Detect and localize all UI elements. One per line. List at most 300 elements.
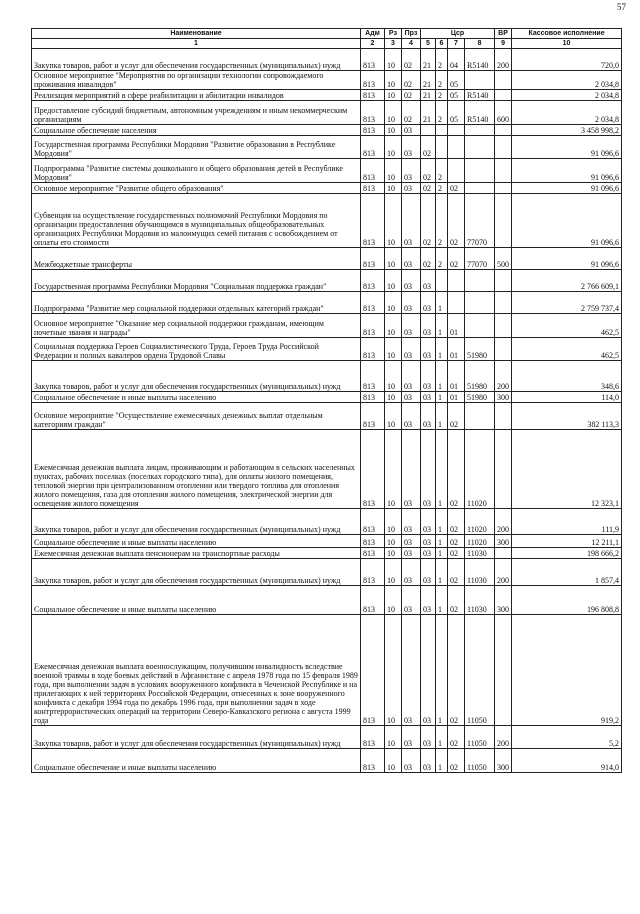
row-csr-direction <box>465 125 495 136</box>
row-prz: 03 <box>402 270 421 292</box>
row-amount: 12 323,1 <box>512 430 622 509</box>
row-rz: 10 <box>385 392 402 403</box>
row-csr-direction: 11030 <box>465 548 495 559</box>
row-vr: 500 <box>495 248 512 270</box>
row-adm: 813 <box>361 338 385 361</box>
row-name: Предоставление субсидий бюджетным, автономным учреждениям и иным некоммерческим организациям <box>32 101 361 125</box>
row-vr: 200 <box>495 559 512 586</box>
row-vr: 200 <box>495 509 512 535</box>
row-csr-subprogram: 2 <box>436 194 448 248</box>
row-adm: 813 <box>361 535 385 548</box>
row-amount: 91 096,6 <box>512 159 622 183</box>
row-csr-subprogram: 1 <box>436 509 448 535</box>
column-number: 8 <box>465 39 495 49</box>
row-csr-event: 01 <box>448 338 465 361</box>
row-csr-direction: 51980 <box>465 392 495 403</box>
row-name: Закупка товаров, работ и услуг для обеспечения государственных (муниципальных) нужд <box>32 509 361 535</box>
row-csr-direction: 77070 <box>465 194 495 248</box>
row-name: Подпрограмма "Развитие системы дошкольного и общего образования детей в Республике Мордовия" <box>32 159 361 183</box>
row-csr-subprogram: 1 <box>436 361 448 392</box>
row-vr: 200 <box>495 726 512 749</box>
row-name: Социальное обеспечение населения <box>32 125 361 136</box>
row-adm: 813 <box>361 101 385 125</box>
row-rz: 10 <box>385 749 402 773</box>
row-name: Социальное обеспечение и иные выплаты населению <box>32 749 361 773</box>
row-amount: 1 857,4 <box>512 559 622 586</box>
row-csr-direction: 11020 <box>465 430 495 509</box>
table-row <box>32 361 622 392</box>
row-prz: 03 <box>402 615 421 726</box>
row-amount: 3 458 998,2 <box>512 125 622 136</box>
row-vr <box>495 194 512 248</box>
table-row <box>32 183 622 194</box>
row-csr-program: 21 <box>421 90 436 101</box>
header-csr: Цср <box>421 29 495 39</box>
row-name: Государственная программа Республики Мордовия "Развитие образования в Республике Мордовия" <box>32 136 361 159</box>
row-csr-direction: 11020 <box>465 535 495 548</box>
row-prz: 03 <box>402 726 421 749</box>
row-csr-program: 02 <box>421 136 436 159</box>
column-number: 5 <box>421 39 436 49</box>
row-name: Основное мероприятие "Развитие общего образования" <box>32 183 361 194</box>
table-row <box>32 430 622 509</box>
row-csr-subprogram: 1 <box>436 535 448 548</box>
row-adm: 813 <box>361 90 385 101</box>
table-row <box>32 535 622 548</box>
table-row <box>32 49 622 71</box>
header-row <box>32 29 622 39</box>
table-row <box>32 392 622 403</box>
row-csr-event: 02 <box>448 509 465 535</box>
row-csr-direction: 11050 <box>465 615 495 726</box>
row-csr-program: 21 <box>421 101 436 125</box>
header-name: Наименование <box>32 29 361 39</box>
column-number: 3 <box>385 39 402 49</box>
row-csr-direction <box>465 292 495 314</box>
header-rz: Рз <box>385 29 402 39</box>
row-csr-program: 03 <box>421 749 436 773</box>
row-prz: 02 <box>402 90 421 101</box>
row-csr-event: 04 <box>448 49 465 71</box>
row-csr-program: 03 <box>421 559 436 586</box>
row-name: Закупка товаров, работ и услуг для обеспечения государственных (муниципальных) нужд <box>32 726 361 749</box>
row-csr-subprogram: 2 <box>436 159 448 183</box>
row-csr-direction: 11050 <box>465 726 495 749</box>
row-prz: 03 <box>402 136 421 159</box>
column-number: 6 <box>436 39 448 49</box>
row-amount: 382 113,3 <box>512 403 622 430</box>
row-csr-direction: 11050 <box>465 749 495 773</box>
table-row <box>32 314 622 338</box>
row-adm: 813 <box>361 292 385 314</box>
row-csr-direction <box>465 314 495 338</box>
table-row <box>32 90 622 101</box>
row-vr: 300 <box>495 392 512 403</box>
row-csr-direction: 11030 <box>465 586 495 615</box>
row-rz: 10 <box>385 548 402 559</box>
row-csr-subprogram: 1 <box>436 749 448 773</box>
table-row <box>32 559 622 586</box>
column-number: 7 <box>448 39 465 49</box>
row-name: Межбюджетные трансферты <box>32 248 361 270</box>
row-name: Закупка товаров, работ и услуг для обеспечения государственных (муниципальных) нужд <box>32 49 361 71</box>
row-adm: 813 <box>361 194 385 248</box>
row-rz: 10 <box>385 314 402 338</box>
row-csr-event: 02 <box>448 548 465 559</box>
row-csr-program: 03 <box>421 270 436 292</box>
row-prz: 03 <box>402 586 421 615</box>
row-name: Основное мероприятие "Мероприятия по организации технологии сопровождаемого проживания инвалидов" <box>32 71 361 90</box>
row-csr-subprogram: 2 <box>436 90 448 101</box>
row-csr-program: 03 <box>421 615 436 726</box>
row-name: Ежемесячная денежная выплата пенсионерам на транспортные расходы <box>32 548 361 559</box>
row-vr <box>495 270 512 292</box>
row-adm: 813 <box>361 548 385 559</box>
table-row <box>32 615 622 726</box>
row-csr-direction: R5140 <box>465 101 495 125</box>
row-amount: 720,0 <box>512 49 622 71</box>
row-csr-direction: R5140 <box>465 90 495 101</box>
row-amount: 91 096,6 <box>512 248 622 270</box>
table-row <box>32 338 622 361</box>
row-amount: 114,0 <box>512 392 622 403</box>
row-vr: 300 <box>495 586 512 615</box>
row-csr-event: 02 <box>448 403 465 430</box>
row-amount: 462,5 <box>512 314 622 338</box>
row-csr-event: 01 <box>448 392 465 403</box>
row-csr-event: 01 <box>448 314 465 338</box>
column-number: 9 <box>495 39 512 49</box>
row-prz: 03 <box>402 548 421 559</box>
row-csr-subprogram: 1 <box>436 726 448 749</box>
row-csr-direction: 77070 <box>465 248 495 270</box>
row-name: Социальное обеспечение и иные выплаты населению <box>32 535 361 548</box>
row-csr-event: 02 <box>448 430 465 509</box>
row-csr-direction: 51980 <box>465 338 495 361</box>
row-prz: 03 <box>402 403 421 430</box>
row-name: Закупка товаров, работ и услуг для обеспечения государственных (муниципальных) нужд <box>32 559 361 586</box>
row-csr-subprogram: 1 <box>436 559 448 586</box>
row-prz: 03 <box>402 125 421 136</box>
row-rz: 10 <box>385 183 402 194</box>
row-csr-event: 02 <box>448 586 465 615</box>
row-rz: 10 <box>385 361 402 392</box>
row-csr-event: 02 <box>448 615 465 726</box>
row-rz: 10 <box>385 430 402 509</box>
row-name: Государственная программа Республики Мордовия "Социальная поддержка граждан" <box>32 270 361 292</box>
row-vr: 200 <box>495 49 512 71</box>
row-csr-program: 03 <box>421 361 436 392</box>
row-vr: 200 <box>495 361 512 392</box>
row-csr-program: 03 <box>421 403 436 430</box>
budget-table <box>31 28 622 773</box>
row-csr-program: 03 <box>421 509 436 535</box>
row-csr-event <box>448 125 465 136</box>
column-number: 2 <box>361 39 385 49</box>
row-adm: 813 <box>361 270 385 292</box>
row-prz: 03 <box>402 292 421 314</box>
row-csr-program: 03 <box>421 392 436 403</box>
row-vr <box>495 90 512 101</box>
row-amount: 198 666,2 <box>512 548 622 559</box>
row-name: Закупка товаров, работ и услуг для обеспечения государственных (муниципальных) нужд <box>32 361 361 392</box>
row-name: Основное мероприятие "Оказание мер социальной поддержки гражданам, имеющим почетные звания и награды" <box>32 314 361 338</box>
row-prz: 03 <box>402 314 421 338</box>
row-vr <box>495 430 512 509</box>
row-amount: 91 096,6 <box>512 194 622 248</box>
row-name: Социальное обеспечение и иные выплаты населению <box>32 392 361 403</box>
row-csr-subprogram <box>436 125 448 136</box>
row-csr-direction: 51980 <box>465 361 495 392</box>
row-csr-direction: R5140 <box>465 49 495 71</box>
row-prz: 03 <box>402 159 421 183</box>
row-vr <box>495 71 512 90</box>
row-rz: 10 <box>385 403 402 430</box>
row-csr-event: 02 <box>448 535 465 548</box>
row-csr-subprogram <box>436 136 448 159</box>
row-csr-program: 02 <box>421 194 436 248</box>
row-amount: 2 034,8 <box>512 71 622 90</box>
row-rz: 10 <box>385 559 402 586</box>
row-csr-subprogram: 1 <box>436 615 448 726</box>
row-csr-event: 02 <box>448 194 465 248</box>
row-prz: 03 <box>402 248 421 270</box>
row-vr <box>495 292 512 314</box>
row-csr-direction <box>465 71 495 90</box>
row-amount: 348,6 <box>512 361 622 392</box>
row-csr-event <box>448 292 465 314</box>
table-row <box>32 586 622 615</box>
row-adm: 813 <box>361 586 385 615</box>
row-csr-event: 05 <box>448 71 465 90</box>
row-vr: 300 <box>495 749 512 773</box>
row-vr <box>495 338 512 361</box>
row-prz: 03 <box>402 430 421 509</box>
row-name: Подпрограмма "Развитие мер социальной поддержки отдельных категорий граждан" <box>32 292 361 314</box>
column-number: 10 <box>512 39 622 49</box>
row-csr-direction <box>465 403 495 430</box>
row-adm: 813 <box>361 183 385 194</box>
row-csr-subprogram: 2 <box>436 71 448 90</box>
row-csr-program: 02 <box>421 159 436 183</box>
row-csr-subprogram: 2 <box>436 49 448 71</box>
row-csr-subprogram: 2 <box>436 101 448 125</box>
table-row <box>32 159 622 183</box>
row-csr-program: 03 <box>421 430 436 509</box>
row-rz: 10 <box>385 586 402 615</box>
row-rz: 10 <box>385 615 402 726</box>
table-row <box>32 248 622 270</box>
row-adm: 813 <box>361 49 385 71</box>
column-number-row <box>32 39 622 49</box>
table-row <box>32 548 622 559</box>
row-rz: 10 <box>385 270 402 292</box>
row-prz: 03 <box>402 361 421 392</box>
row-csr-subprogram: 1 <box>436 430 448 509</box>
row-csr-event: 02 <box>448 726 465 749</box>
row-csr-event: 05 <box>448 101 465 125</box>
row-amount: 462,5 <box>512 338 622 361</box>
row-prz: 03 <box>402 392 421 403</box>
row-csr-event <box>448 270 465 292</box>
header-vr: ВР <box>495 29 512 39</box>
table-row <box>32 270 622 292</box>
row-csr-event: 02 <box>448 183 465 194</box>
row-vr <box>495 125 512 136</box>
table-row <box>32 136 622 159</box>
row-prz: 03 <box>402 535 421 548</box>
row-csr-program <box>421 125 436 136</box>
row-amount: 12 211,1 <box>512 535 622 548</box>
row-vr <box>495 615 512 726</box>
row-csr-direction <box>465 183 495 194</box>
row-prz: 02 <box>402 71 421 90</box>
row-csr-program: 03 <box>421 586 436 615</box>
row-amount: 2 034,8 <box>512 101 622 125</box>
row-csr-direction: 11020 <box>465 509 495 535</box>
row-name: Субвенция на осуществление государственных полномочий Республики Мордовия по организации предоставления обучающимся в муниципальных общеобразовательных организациях Республики Мордовия из малоимущих семей питания с освобождением от оплаты его стоимости <box>32 194 361 248</box>
row-csr-subprogram: 2 <box>436 183 448 194</box>
row-csr-program: 03 <box>421 535 436 548</box>
row-vr <box>495 314 512 338</box>
page-number: 57 <box>617 2 626 12</box>
table-row <box>32 101 622 125</box>
row-adm: 813 <box>361 136 385 159</box>
row-csr-subprogram: 2 <box>436 248 448 270</box>
row-vr <box>495 159 512 183</box>
row-name: Социальное обеспечение и иные выплаты населению <box>32 586 361 615</box>
row-amount: 919,2 <box>512 615 622 726</box>
row-csr-program: 21 <box>421 49 436 71</box>
row-prz: 03 <box>402 749 421 773</box>
row-name: Реализация мероприятий в сфере реабилитации и абилитации инвалидов <box>32 90 361 101</box>
row-csr-direction <box>465 136 495 159</box>
row-vr <box>495 183 512 194</box>
row-rz: 10 <box>385 535 402 548</box>
row-prz: 03 <box>402 194 421 248</box>
row-rz: 10 <box>385 159 402 183</box>
row-adm: 813 <box>361 361 385 392</box>
table-row <box>32 726 622 749</box>
row-vr <box>495 403 512 430</box>
row-adm: 813 <box>361 430 385 509</box>
row-csr-event: 02 <box>448 559 465 586</box>
row-adm: 813 <box>361 159 385 183</box>
row-rz: 10 <box>385 71 402 90</box>
row-rz: 10 <box>385 101 402 125</box>
row-adm: 813 <box>361 615 385 726</box>
table-row <box>32 403 622 430</box>
row-name: Ежемесячная денежная выплата лицам, проживающим и работающим в сельских населенных пунктах, рабочих поселках (поселках городского типа), для оплаты жилого помещения, тепловой энергии при централизованном отоплении или твердого топлива для отопления жилого помещения, газа для отопления жилого помещения, электрической энергии для освещения жилого помещения <box>32 430 361 509</box>
row-csr-program: 03 <box>421 314 436 338</box>
row-rz: 10 <box>385 136 402 159</box>
row-prz: 03 <box>402 509 421 535</box>
row-adm: 813 <box>361 559 385 586</box>
row-prz: 03 <box>402 338 421 361</box>
row-prz: 03 <box>402 183 421 194</box>
table-row <box>32 71 622 90</box>
row-csr-program: 03 <box>421 292 436 314</box>
row-amount: 2 759 737,4 <box>512 292 622 314</box>
column-number: 4 <box>402 39 421 49</box>
row-csr-subprogram: 1 <box>436 403 448 430</box>
row-adm: 813 <box>361 509 385 535</box>
row-name: Ежемесячная денежная выплата военнослужащим, получившим инвалидность вследствие военной травмы в ходе боевых действий в Афганистане с апреля 1978 года по 15 февраля 1989 года, при выполнении задач в условиях вооруженного конфликта в Чеченской Республике и на прилегающих к ней территориях Российской Федерации, отнесенных к зоне вооруженного конфликта с декабря 1994 года по декабрь 1996 года, при выполнении задач в ходе контртеррористических операций на территории Северо-Кавказского региона с августа 1999 года <box>32 615 361 726</box>
row-csr-event: 02 <box>448 248 465 270</box>
row-adm: 813 <box>361 71 385 90</box>
row-csr-program: 03 <box>421 726 436 749</box>
table-row <box>32 125 622 136</box>
row-csr-direction <box>465 159 495 183</box>
row-rz: 10 <box>385 726 402 749</box>
row-csr-program: 21 <box>421 71 436 90</box>
row-amount: 196 808,8 <box>512 586 622 615</box>
row-csr-program: 02 <box>421 183 436 194</box>
row-rz: 10 <box>385 248 402 270</box>
row-csr-subprogram: 1 <box>436 338 448 361</box>
row-csr-subprogram: 1 <box>436 292 448 314</box>
header-prz: Прз <box>402 29 421 39</box>
row-adm: 813 <box>361 403 385 430</box>
row-rz: 10 <box>385 338 402 361</box>
row-amount: 2 034,8 <box>512 90 622 101</box>
row-vr <box>495 136 512 159</box>
row-amount: 2 766 609,1 <box>512 270 622 292</box>
row-csr-subprogram: 1 <box>436 586 448 615</box>
row-adm: 813 <box>361 125 385 136</box>
row-csr-event <box>448 159 465 183</box>
row-adm: 813 <box>361 726 385 749</box>
row-csr-subprogram: 1 <box>436 314 448 338</box>
column-number: 1 <box>32 39 361 49</box>
row-name: Социальная поддержка Героев Социалистического Труда, Героев Труда Российской Федерации и полных кавалеров ордена Трудовой Славы <box>32 338 361 361</box>
header-adm: Адм <box>361 29 385 39</box>
row-vr <box>495 548 512 559</box>
row-adm: 813 <box>361 314 385 338</box>
row-prz: 02 <box>402 49 421 71</box>
row-rz: 10 <box>385 49 402 71</box>
row-amount: 111,9 <box>512 509 622 535</box>
row-rz: 10 <box>385 194 402 248</box>
header-amount: Кассовое исполнение <box>512 29 622 39</box>
row-csr-event <box>448 136 465 159</box>
row-csr-direction: 11030 <box>465 559 495 586</box>
row-csr-program: 03 <box>421 338 436 361</box>
row-prz: 02 <box>402 101 421 125</box>
row-rz: 10 <box>385 125 402 136</box>
table-row <box>32 749 622 773</box>
row-csr-program: 02 <box>421 248 436 270</box>
row-csr-event: 01 <box>448 361 465 392</box>
table-row <box>32 509 622 535</box>
row-csr-direction <box>465 270 495 292</box>
row-prz: 03 <box>402 559 421 586</box>
row-adm: 813 <box>361 248 385 270</box>
row-csr-program: 03 <box>421 548 436 559</box>
table-row <box>32 292 622 314</box>
row-rz: 10 <box>385 90 402 101</box>
row-name: Основное мероприятие "Осуществление ежемесячных денежных выплат отдельным категориям граждан" <box>32 403 361 430</box>
row-amount: 91 096,6 <box>512 136 622 159</box>
row-adm: 813 <box>361 392 385 403</box>
row-csr-subprogram: 1 <box>436 392 448 403</box>
row-csr-event: 02 <box>448 749 465 773</box>
row-amount: 914,0 <box>512 749 622 773</box>
row-adm: 813 <box>361 749 385 773</box>
row-rz: 10 <box>385 292 402 314</box>
row-rz: 10 <box>385 509 402 535</box>
row-csr-subprogram <box>436 270 448 292</box>
